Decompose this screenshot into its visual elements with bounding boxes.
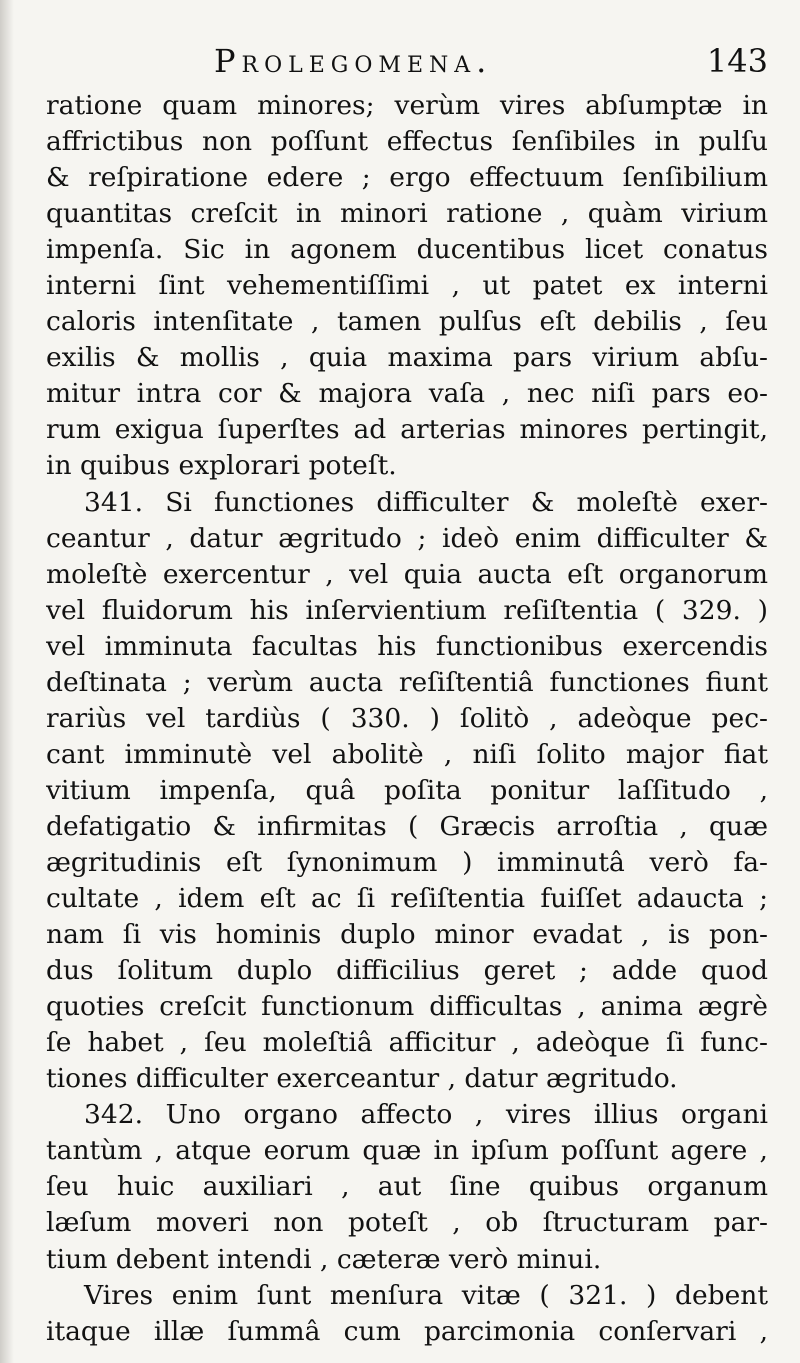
text-line: caloris intenſitate , tamen pulſus eſt debilis , ſeu [46,306,768,338]
text-line: deſtinata ; verùm aucta reſiſtentiâ functiones fiunt [46,666,768,698]
body-text [46,88,768,1350]
text-line: tiones difficulter exerceantur , datur ægritudo. [46,1063,678,1095]
page-number: 143 [706,42,768,80]
text-line: in quibus explorari poteſt. [46,450,397,482]
text-line: & reſpiratione edere ; ergo effectuum ſenſibilium [46,162,768,194]
page-header [46,42,768,86]
text-line: interni ſint vehementiſſimi , ut patet ex interni [46,270,768,302]
text-line: læſum moveri non poteſt , ob ſtructuram par- [46,1207,768,1239]
text-line: defatigatio & infirmitas ( Græcis arroſtia , quæ [46,810,768,842]
page-gutter-shadow [0,0,14,1363]
text-line: dus ſolitum duplo difficilius geret ; adde quod [46,955,768,987]
text-line: 341. Si functiones difficulter & moleſtè exer- [84,486,768,518]
text-line: vitium impenſa, quâ poſita ponitur laſſitudo , [46,774,768,806]
text-line: ſe habet , ſeu moleſtiâ afficitur , adeòque ſi func- [46,1027,768,1059]
text-line: moleſtè exercentur , vel quia aucta eſt organorum [46,558,768,590]
text-line: tium debent intendi , cæteræ verò minui. [46,1243,602,1275]
text-line: rariùs vel tardiùs ( 330. ) ſolitò , adeòque pec- [46,702,768,734]
text-line: cultate , idem eſt ac ſi reſiſtentia fuiſſet adaucta ; [46,883,768,915]
text-line: nam ſi vis hominis duplo minor evadat , is pon- [46,919,768,951]
text-line: tantùm , atque eorum quæ in ipſum poſſunt agere , [46,1135,768,1167]
text-line: quoties creſcit functionum difficultas , anima ægrè [46,991,768,1023]
text-line: Vires enim ſunt menſura vitæ ( 321. ) debent [84,1279,768,1311]
text-line: impenſa. Sic in agonem ducentibus licet conatus [46,234,768,266]
text-line: rum exigua ſuperſtes ad arterias minores pertingit, [46,414,768,446]
text-line: mitur intra cor & majora vaſa , nec niſi pars eo- [46,378,768,410]
text-line: vel imminuta facultas his functionibus exercendis [46,630,768,662]
text-line: vel fluidorum his inſervientium reſiſtentia ( 329. ) [46,594,768,626]
text-line: ſeu huic auxiliari , aut ſine quibus organum [46,1171,768,1203]
text-line: quantitas creſcit in minori ratione , quàm virium [46,198,768,230]
text-line: ceantur , datur ægritudo ; ideò enim difficulter & [46,522,768,554]
running-title: Prolegomena. [214,42,493,80]
text-line: exilis & mollis , quia maxima pars virium abſu- [46,342,768,374]
text-line: ægritudinis eſt ſynonimum ) imminutâ verò fa- [46,846,768,878]
text-line: itaque illæ ſummâ cum parcimonia conſervari , [46,1315,768,1347]
text-line: cant imminutè vel abolitè , niſi ſolito major fiat [46,738,768,770]
text-line: affrictibus non poſſunt effectus ſenſibiles in pulſu [46,126,768,158]
text-line: 342. Uno organo affecto , vires illius organi [84,1099,768,1131]
text-line: ratione quam minores; verùm vires abſumptæ in [46,90,768,121]
